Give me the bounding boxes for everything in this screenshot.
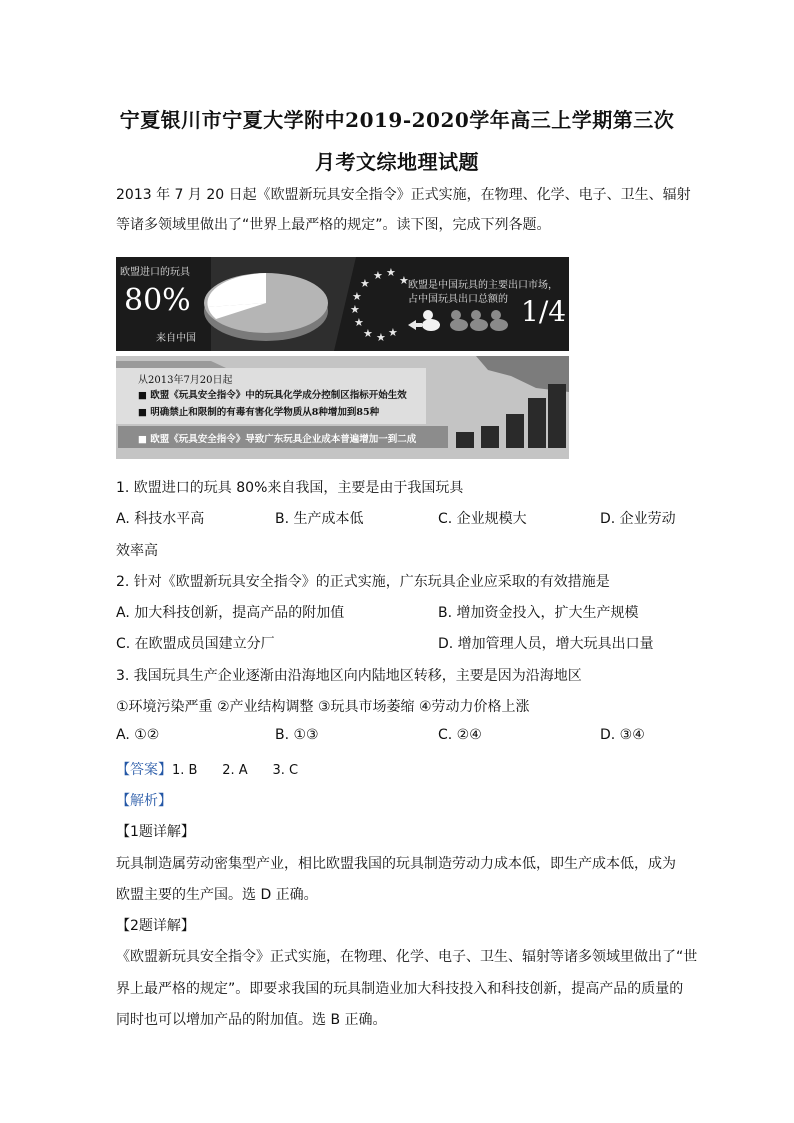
- q2-option-a: A. 加大科技创新，提高产品的附加值: [116, 605, 345, 621]
- svg-text:★: ★: [376, 331, 386, 344]
- fig-bullet-2: ■ 明确禁止和限制的有毒有害化学物质从8种增加到85种: [138, 407, 380, 418]
- q2-option-c: C. 在欧盟成员国建立分厂: [116, 636, 275, 652]
- svg-text:★: ★: [354, 316, 364, 329]
- page-title-line1: 宁夏银川市宁夏大学附中2019-2020学年高三上学期第三次: [119, 108, 675, 132]
- q2-stem: 2. 针对《欧盟新玩具安全指令》的正式实施，广东玩具企业应采取的有效措施是: [116, 574, 610, 590]
- q3-items: ①环境污染严重 ②产业结构调整 ③玩具市场萎缩 ④劳动力价格上涨: [116, 699, 530, 715]
- q1-stem: 1. 欧盟进口的玩具 80%来自我国，主要是由于我国玩具: [116, 480, 464, 496]
- intro-line2: 等诸多领域里做出了“世界上最严格的规定”。读下图，完成下列各题。: [116, 217, 551, 233]
- q1-option-b: B. 生产成本低: [275, 511, 364, 527]
- q2-option-b: B. 增加资金投入，扩大生产规模: [438, 605, 639, 621]
- svg-text:★: ★: [360, 277, 370, 290]
- eu-stars-icon: [350, 266, 409, 344]
- svg-text:★: ★: [399, 274, 409, 287]
- analysis-q1-line1: 玩具制造属劳动密集型产业，相比欧盟我国的玩具制造劳动力成本低，即生产成本低，成为: [116, 856, 676, 872]
- q3-option-d: D. ③④: [600, 727, 645, 743]
- fig-bullet-1: ■ 欧盟《玩具安全指令》中的玩具化学成分控制区指标开始生效: [138, 390, 407, 401]
- fig-bottom-heading: 从2013年7月20日起: [138, 375, 233, 386]
- analysis-q2-line2: 界上最严格的规定”。即要求我国的玩具制造业加大科技投入和科技创新，提高产品的质量的: [116, 981, 684, 997]
- fig-fraction: 1/4: [521, 295, 567, 328]
- svg-text:★: ★: [350, 303, 360, 316]
- analysis-label: 【解析】: [116, 793, 172, 809]
- q3-option-b: B. ①③: [275, 727, 319, 743]
- answer-row: [116, 759, 298, 779]
- fig-right-text-1: 欧盟是中国玩具的主要出口市场，: [408, 280, 558, 291]
- fig-right-text-2: 占中国玩具出口总额的: [408, 294, 508, 305]
- analysis-q1-label: 【1题详解】: [116, 824, 195, 840]
- answer-label: 【答案】: [116, 762, 172, 778]
- analysis-q2-line1: 《欧盟新玩具安全指令》正式实施，在物理、化学、电子、卫生、辐射等诸多领域里做出了“世: [116, 949, 698, 965]
- page-title-line2: 月考文综地理试题: [315, 150, 479, 174]
- q1-option-a: A. 科技水平高: [116, 511, 205, 527]
- pie-chart-icon: [204, 273, 328, 341]
- intro-line1: 2013 年 7 月 20 日起《欧盟新玩具安全指令》正式实施，在物理、化学、电子、卫生、辐射: [116, 187, 691, 203]
- rubber-duck-icons: [422, 310, 508, 331]
- q2-option-d: D. 增加管理人员，增大玩具出口量: [438, 636, 654, 652]
- fig-left-label-bottom: 来自中国: [156, 333, 196, 344]
- svg-text:★: ★: [388, 326, 398, 339]
- analysis-q2-line3: 同时也可以增加产品的附加值。选 B 正确。: [116, 1012, 387, 1028]
- q1-option-c: C. 企业规模大: [438, 511, 527, 527]
- fig-percent: 80%: [124, 283, 191, 318]
- figure-bottom-panel: [116, 356, 569, 459]
- q1-option-d-cont: 效率高: [116, 543, 158, 559]
- svg-text:★: ★: [386, 266, 396, 279]
- fig-bullet-3: ■ 欧盟《玩具安全指令》导致广东玩具企业成本普遍增加一到二成: [138, 434, 417, 445]
- q3-stem: 3. 我国玩具生产企业逐渐由沿海地区向内陆地区转移，主要是因为沿海地区: [116, 668, 582, 684]
- svg-text:★: ★: [373, 269, 383, 282]
- analysis-q1-line2: 欧盟主要的生产国。选 D 正确。: [116, 887, 318, 903]
- q1-option-d: D. 企业劳动: [600, 511, 676, 527]
- svg-text:★: ★: [352, 290, 362, 303]
- q3-option-c: C. ②④: [438, 727, 482, 743]
- figure-top-panel: [116, 257, 569, 351]
- svg-text:★: ★: [363, 327, 373, 340]
- analysis-q2-label: 【2题详解】: [116, 918, 195, 934]
- answer-text: 1. B 2. A 3. C: [172, 763, 299, 778]
- fig-left-label-top: 欧盟进口的玩具: [120, 267, 190, 278]
- q3-option-a: A. ①②: [116, 727, 160, 743]
